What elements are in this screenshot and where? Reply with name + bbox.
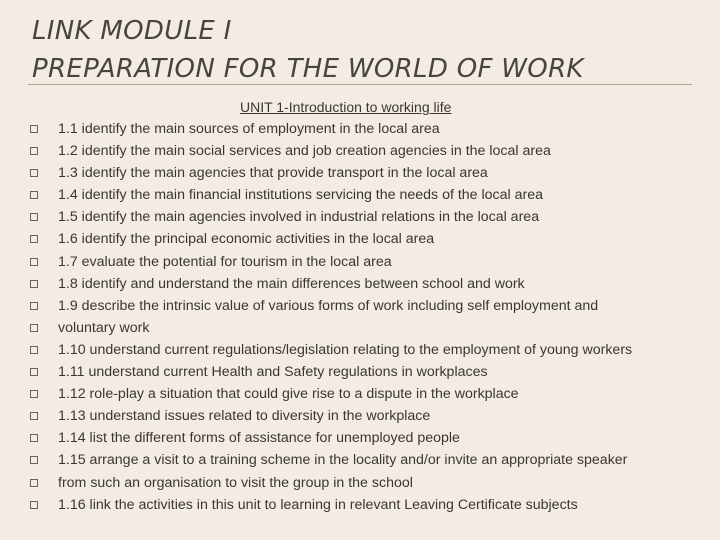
list-item-text: 1.8 identify and understand the main differences between school and work	[58, 275, 525, 292]
list-item	[30, 472, 700, 494]
list-item	[30, 228, 700, 250]
square-bullet-icon	[30, 368, 38, 376]
list-item-text: 1.1 identify the main sources of employment in the local area	[58, 121, 440, 137]
list-item-text: 1.12 role-play a situation that could give rise to a dispute in the workplace	[58, 386, 519, 403]
list-item-text: from such an organisation to visit the group in the school	[58, 474, 413, 491]
square-bullet-icon	[30, 390, 38, 398]
square-bullet-icon	[30, 412, 38, 420]
list-item-text: 1.4 identify the main financial institutions servicing the needs of the local area	[58, 187, 544, 204]
square-bullet-icon	[30, 456, 38, 464]
list-item	[30, 427, 700, 449]
list-item-text: 1.3 identify the main agencies that provide transport in the local area	[58, 165, 488, 182]
square-bullet-icon	[30, 191, 38, 199]
objectives-list	[30, 118, 700, 516]
square-bullet-icon	[30, 280, 38, 288]
title-line-2: PREPARATION FOR THE WORLD OF WORK	[32, 54, 584, 84]
square-bullet-icon	[30, 147, 38, 155]
list-item-text: 1.16 link the activities in this unit to learning in relevant Leaving Certificate subjects	[58, 496, 578, 513]
square-bullet-icon	[30, 479, 38, 487]
list-item-text: 1.15 arrange a visit to a training scheme in the locality and/or invite an appropriate speaker	[58, 452, 628, 469]
list-item	[30, 361, 700, 383]
unit-heading: UNIT 1-Introduction to working life	[240, 99, 452, 115]
square-bullet-icon	[30, 324, 38, 332]
list-item-text: 1.13 understand issues related to diversity in the workplace	[58, 408, 431, 425]
list-item-text: voluntary work	[58, 319, 150, 336]
square-bullet-icon	[30, 346, 38, 354]
list-item	[30, 405, 700, 427]
list-item	[30, 118, 700, 140]
square-bullet-icon	[30, 258, 38, 266]
list-item-text: 1.6 identify the principal economic activities in the local area	[58, 231, 435, 248]
title-line-1: LINK MODULE I	[32, 16, 232, 46]
list-item-text: 1.5 identify the main agencies involved in industrial relations in the local area	[58, 209, 540, 226]
list-item-text: 1.2 identify the main social services and job creation agencies in the local area	[58, 143, 551, 160]
list-item	[30, 206, 700, 228]
list-item	[30, 383, 700, 405]
list-item-text: 1.9 describe the intrinsic value of various forms of work including self employment and	[58, 297, 599, 314]
square-bullet-icon	[30, 302, 38, 310]
list-item	[30, 295, 700, 317]
square-bullet-icon	[30, 125, 38, 133]
square-bullet-icon	[30, 213, 38, 221]
square-bullet-icon	[30, 501, 38, 509]
list-item-text: 1.10 understand current regulations/legislation relating to the employment of young workers	[58, 341, 633, 358]
list-item	[30, 162, 700, 184]
slide-title	[32, 12, 692, 88]
square-bullet-icon	[30, 235, 38, 243]
list-item-text: 1.7 evaluate the potential for tourism in the local area	[58, 253, 392, 270]
title-divider	[28, 84, 692, 85]
list-item	[30, 449, 700, 471]
list-item	[30, 140, 700, 162]
list-item	[30, 251, 700, 273]
list-item	[30, 494, 700, 516]
list-item-text: 1.14 list the different forms of assistance for unemployed people	[58, 430, 460, 447]
list-item	[30, 339, 700, 361]
list-item-text: 1.11 understand current Health and Safety regulations in workplaces	[58, 364, 488, 381]
list-item	[30, 317, 700, 339]
square-bullet-icon	[30, 434, 38, 442]
list-item	[30, 273, 700, 295]
square-bullet-icon	[30, 169, 38, 177]
list-item	[30, 184, 700, 206]
